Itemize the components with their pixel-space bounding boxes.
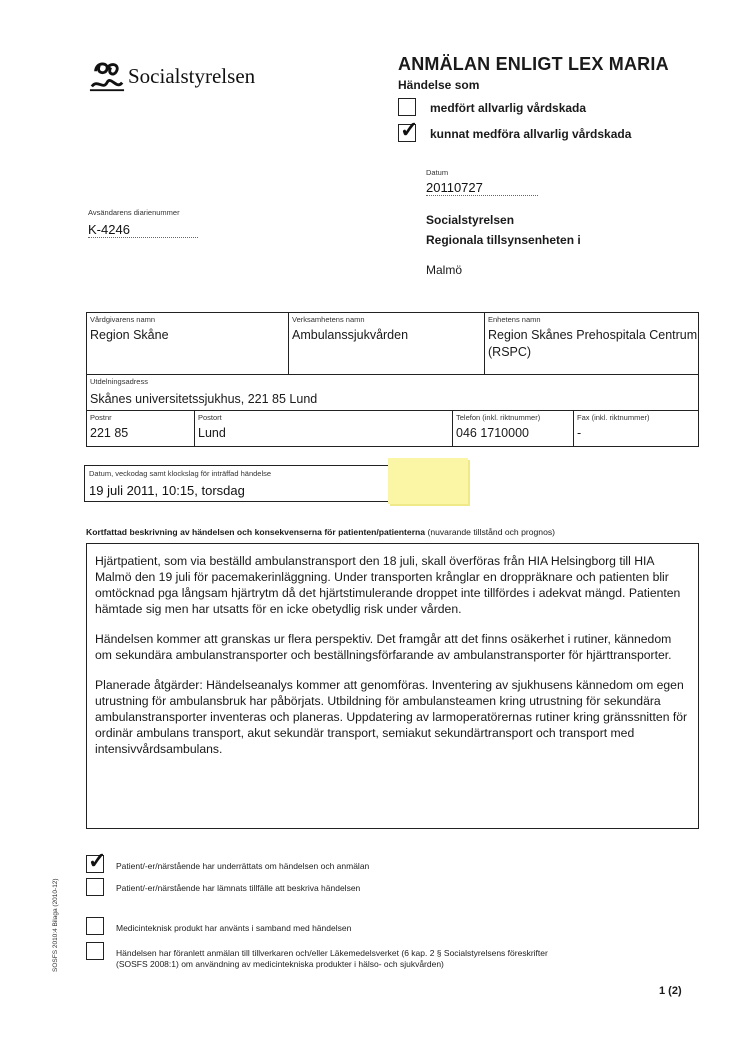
description-heading-bold: Kortfattad beskrivning av händelsen och konsekvenserna för patienten/patienterna	[86, 527, 426, 537]
enhet-cell[interactable]	[485, 313, 698, 375]
check-4-box[interactable]	[86, 942, 104, 960]
verksamhet-value: Ambulanssjukvården	[292, 328, 409, 342]
postort-value: Lund	[198, 426, 226, 440]
recipient-city: Malmö	[426, 263, 463, 277]
page-number: 1 (2)	[659, 985, 682, 997]
verksamhet-label: Verksamhetens namn	[292, 315, 365, 324]
check-3-label: Medicinteknisk produkt har använts i samband med händelsen	[116, 923, 352, 933]
adress-cell[interactable]	[87, 375, 698, 411]
option-2-checkbox[interactable]	[398, 117, 419, 142]
event-date-field[interactable]	[84, 465, 390, 502]
telefon-cell[interactable]	[453, 411, 574, 446]
description-paragraph-2: Händelsen kommer att granskas ur flera perspektiv. Det framgår att det finns osäkerhet i rutiner, kännedom om sekundära ambulanstransporter och beställningsförfarande av ambulanstransporter för hjärttransporter.	[95, 632, 672, 662]
event-date-value: 19 juli 2011, 10:15, torsdag	[89, 483, 245, 498]
datum-label: Datum	[426, 168, 449, 177]
check-1-label: Patient/-er/närstående har underrättats om händelsen och anmälan	[116, 861, 370, 871]
checkmark-icon: ✓	[400, 117, 419, 142]
sender-label: Avsändarens diarienummer	[88, 208, 180, 217]
verksamhet-cell[interactable]	[289, 313, 485, 375]
form-title: ANMÄLAN ENLIGT LEX MARIA	[398, 54, 669, 74]
recipient-line1: Socialstyrelsen	[426, 213, 515, 227]
fax-value: -	[577, 426, 582, 440]
sender-value[interactable]: K-4246	[88, 222, 198, 238]
telefon-label: Telefon (inkl. riktnummer)	[456, 413, 541, 422]
postort-label: Postort	[198, 413, 222, 422]
description-heading-normal: (nuvarande tillstånd och prognos)	[425, 527, 556, 537]
form-code-sidebar: SOSFS 2010:4 Bilaga (2010-12)	[52, 878, 59, 972]
postnr-label: Postnr	[90, 413, 112, 422]
enhet-value: Region Skånes Prehospitala Centrum (RSPC)	[488, 328, 698, 359]
description-heading	[86, 527, 555, 537]
check-3-box[interactable]	[86, 917, 104, 935]
telefon-value: 046 1710000	[456, 426, 529, 440]
handelse-som-label: Händelse som	[398, 78, 480, 92]
logo-text: Socialstyrelsen	[128, 63, 256, 88]
option-1-checkbox[interactable]	[398, 98, 416, 116]
adress-value: Skånes universitetssjukhus, 221 85 Lund	[90, 392, 318, 406]
postnr-value: 221 85	[90, 426, 129, 440]
postort-cell[interactable]	[195, 411, 453, 446]
event-date-label: Datum, veckodag samt klockslag för inträffad händelse	[89, 469, 272, 478]
adress-label: Utdelningsadress	[90, 377, 148, 386]
logo-emblem-icon	[88, 58, 126, 94]
checkmark-icon: ✓	[88, 848, 107, 873]
provider-table	[86, 312, 699, 447]
fax-label: Fax (inkl. riktnummer)	[577, 413, 650, 422]
check-4-label: Händelsen har föranlett anmälan till tillverkaren och/eller Läkemedelsverket (6 kap. 2 § Socialstyrelsens föreskrifter (SOSFS 2008:1) om användning av medicintekniska produkter i hälso- och sjukvården)	[116, 948, 548, 969]
recipient-line2: Regionala tillsynsenheten i	[426, 233, 581, 247]
option-2-label: kunnat medföra allvarlig vårdskada	[430, 127, 632, 141]
enhet-label: Enhetens namn	[488, 315, 541, 324]
datum-value[interactable]: 20110727	[426, 180, 538, 196]
sticky-note	[388, 458, 468, 504]
vardgivare-value: Region Skåne	[90, 328, 169, 342]
check-2-box[interactable]	[86, 878, 104, 896]
vardgivare-label: Vårdgivarens namn	[90, 315, 156, 324]
postnr-cell[interactable]	[87, 411, 195, 446]
option-1-label: medfört allvarlig vårdskada	[430, 101, 587, 115]
check-1-box[interactable]	[86, 848, 107, 873]
description-box[interactable]	[86, 543, 699, 829]
description-paragraph-3: Planerade åtgärder: Händelseanalys kommer att genomföras. Inventering av sjukhusens kännedom om egen utrustning för ambulansbruk har påbörjats. Utbildning för ambulansteamen kring utrustning för sekundära ambulanstransporter inventeras och planeras. Uppdatering av larmoperatörernas rutiner kring gränssnitten för ordinär ambulans transport, akut sekundär transport, semiakut sekundärtransport och transport med intensivvårdsambulans.	[95, 678, 688, 756]
description-paragraph-1: Hjärtpatient, som via beställd ambulanstransport den 18 juli, skall överföras från HIA Helsingborg till HIA Malmö den 19 juli för pacemakerinläggning. Under transporten krånglar en droppräknare och patienten blir omtöcknad pga långsam hjärtrytm då det hjärtstimulerande droppet inte tillfördes i adekvat mängd. Patienten hämtade sig men har utsatts för en icke obetydlig risk under vården.	[95, 554, 681, 616]
socialstyrelsen-logo	[88, 56, 255, 96]
fax-cell[interactable]	[574, 411, 698, 446]
vardgivare-cell[interactable]	[87, 313, 289, 375]
check-2-label: Patient/-er/närstående har lämnats tillfälle att beskriva händelsen	[116, 883, 361, 893]
